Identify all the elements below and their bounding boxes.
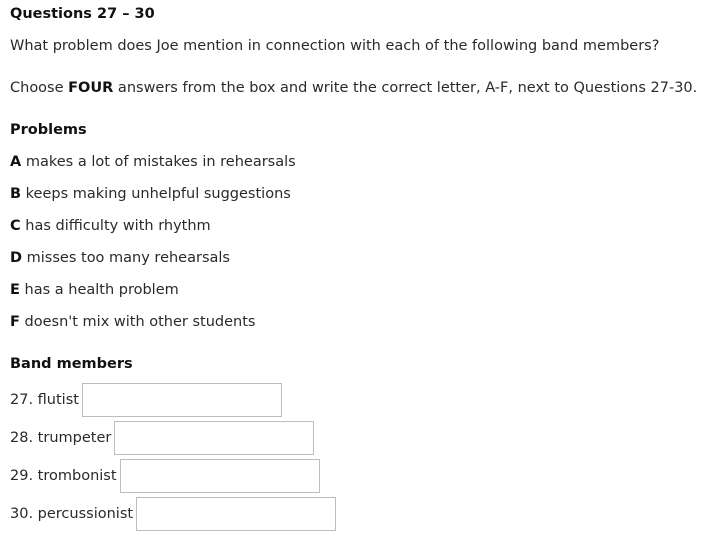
- option-letter: B: [10, 186, 22, 202]
- option-text: misses too many rehearsals: [22, 250, 230, 266]
- problem-option-a: [10, 154, 296, 170]
- question-27-label: 27. flutist: [10, 392, 79, 408]
- problem-option-f: [10, 314, 255, 330]
- problem-option-e: [10, 282, 179, 298]
- option-text: has a health problem: [19, 282, 179, 298]
- question-text: What problem does Joe mention in connection with each of the following band members?: [10, 38, 660, 54]
- option-letter: C: [10, 218, 21, 234]
- question-28-label: 28. trumpeter: [10, 430, 112, 446]
- question-27-row: [10, 381, 282, 419]
- question-28-row: [10, 419, 314, 457]
- option-text: has difficulty with rhythm: [20, 218, 211, 234]
- question-29-answer-input[interactable]: [120, 459, 320, 493]
- question-30-label: 30. percussionist: [10, 506, 134, 522]
- option-letter: A: [10, 154, 22, 170]
- questions-title: Questions 27 – 30: [10, 6, 155, 22]
- option-letter: E: [10, 282, 20, 298]
- option-text: keeps making unhelpful suggestions: [21, 186, 291, 202]
- problem-option-d: [10, 250, 230, 266]
- problems-heading: Problems: [10, 122, 87, 138]
- problem-option-c: [10, 218, 211, 234]
- question-29-row: [10, 457, 320, 495]
- problem-option-b: [10, 186, 291, 202]
- option-letter: F: [10, 314, 20, 330]
- option-text: doesn't mix with other students: [19, 314, 256, 330]
- instruction-after: answers from the box and write the correct letter, A-F, next to Questions 27-30.: [113, 80, 698, 96]
- question-29-label: 29. trombonist: [10, 468, 117, 484]
- question-27-answer-input[interactable]: [82, 383, 282, 417]
- instruction-emphasis: FOUR: [68, 80, 114, 96]
- question-30-answer-input[interactable]: [136, 497, 336, 531]
- band-members-heading: Band members: [10, 356, 133, 372]
- question-28-answer-input[interactable]: [114, 421, 314, 455]
- option-text: makes a lot of mistakes in rehearsals: [21, 154, 296, 170]
- instruction-text: [10, 80, 697, 96]
- option-letter: D: [10, 250, 23, 266]
- instruction-before: Choose: [10, 80, 69, 96]
- question-30-row: [10, 495, 336, 533]
